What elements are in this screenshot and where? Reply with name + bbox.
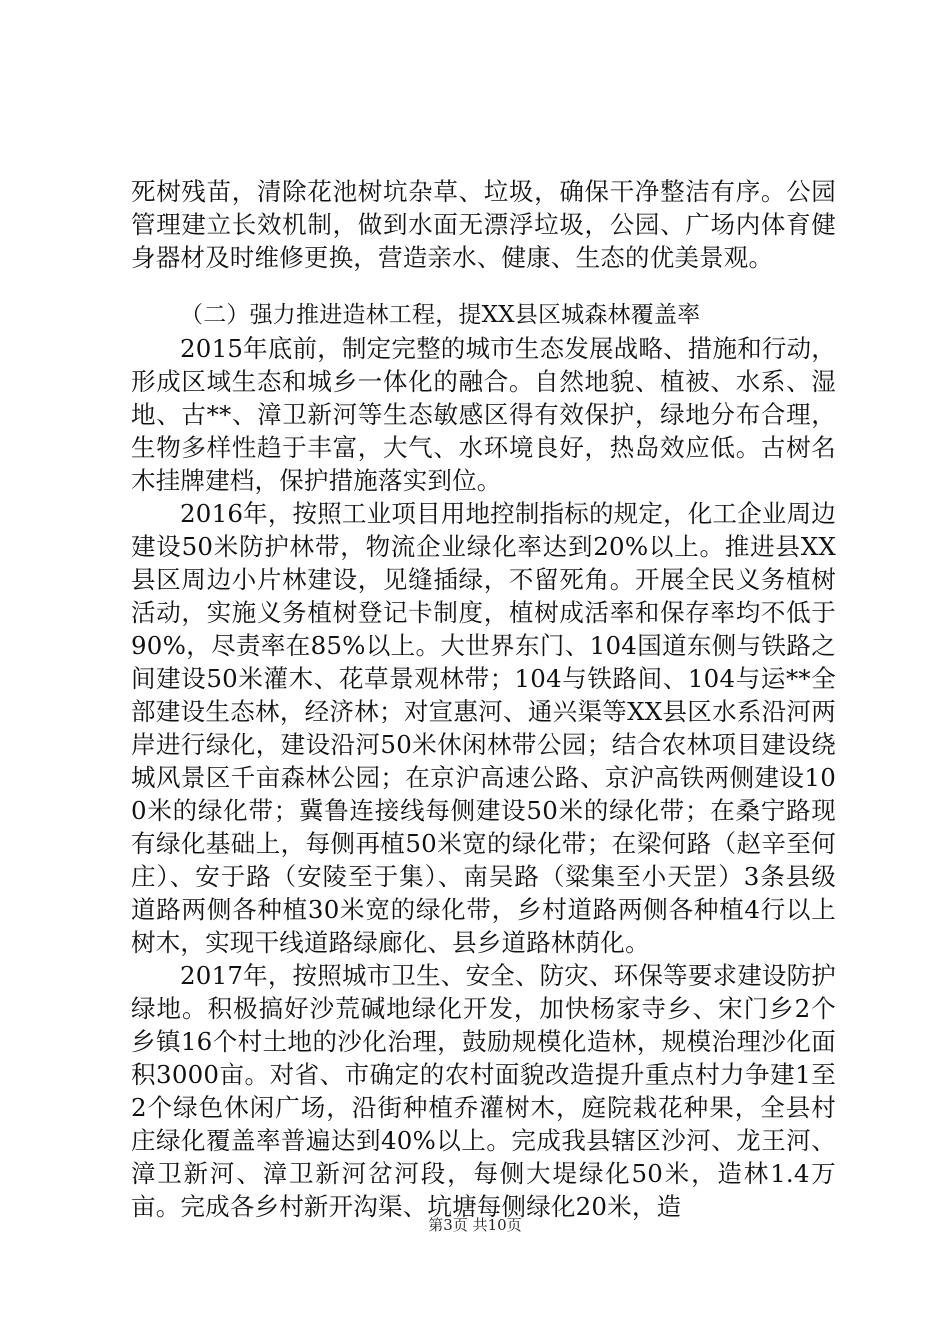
paragraph-2017: 2017年，按照城市卫生、安全、防灾、环保等要求建设防护绿地。积极搞好沙荒碱地绿化开发，加快杨家寺乡、宋门乡2个乡镇16个村土地的沙化治理，鼓励规模化造林，规模治理沙化面积3000亩。对省、市确定的农村面貌改造提升重点村力争建1至2个绿色休闲广场，沿街种植乔灌树木，庭院栽花种果，全县村庄绿化覆盖率普遍达到40%以上。完成我县辖区沙河、龙王河、漳卫新河、漳卫新河岔河段，每侧大堤绿化50米，造林1.4万亩。完成各乡村新开沟渠、坑塘每侧绿化20米，造 — [131, 961, 836, 1221]
section-heading: （二）强力推进造林工程，提XX县区城森林覆盖率 — [180, 302, 701, 328]
paragraph-2015: 2015年底前，制定完整的城市生态发展战略、措施和行动，形成区域生态和城乡一体化的融合。自然地貌、植被、水系、湿地、古**、漳卫新河等生态敏感区得有效保护，绿地分布合理，生物多样性趋于丰富，大气、水环境良好，热岛效应低。古树名木挂牌建档，保护措施落实到位。 — [131, 334, 836, 495]
document-body — [131, 175, 836, 1223]
paragraph-continuation: 死树残苗，清除花池树坑杂草、垃圾，确保干净整洁有序。公园管理建立长效机制，做到水面无漂浮垃圾，公园、广场内体育健身器材及时维修更换，营造亲水、健康、生态的优美景观。 — [131, 177, 836, 272]
paragraph-2016: 2016年，按照工业项目用地控制指标的规定，化工企业周边建设50米防护林带，物流企业绿化率达到20%以上。推进县XX县区周边小片林建设，见缝插绿，不留死角。开展全民义务植树活动，实施义务植树登记卡制度，植树成活率和保存率均不低于90%，尽责率在85%以上。大世界东门、104国道东侧与铁路之间建设50米灌木、花草景观林带；104与铁路间、104与运**全部建设生态林，经济林；对宣惠河、通兴渠等XX县区水系沿河两岸进行绿化，建设沿河50米休闲林带公园；结合农林项目建设绕城风景区千亩森林公园；在京沪高速公路、京沪高铁两侧建设100米的绿化带；冀鲁连接线每侧建设50米的绿化带；在桑宁路现有绿化基础上，每侧再植50米宽的绿化带；在梁何路（赵辛至何庄）、安于路（安陵至于集）、南吴路（粱集至小天罡）3条县级道路两侧各种植30米宽的绿化带，乡村道路两侧各种植4行以上树木，实现干线道路绿廊化、县乡道路林荫化。 — [131, 499, 836, 957]
page-footer: 第3页 共10页 — [428, 1216, 522, 1234]
